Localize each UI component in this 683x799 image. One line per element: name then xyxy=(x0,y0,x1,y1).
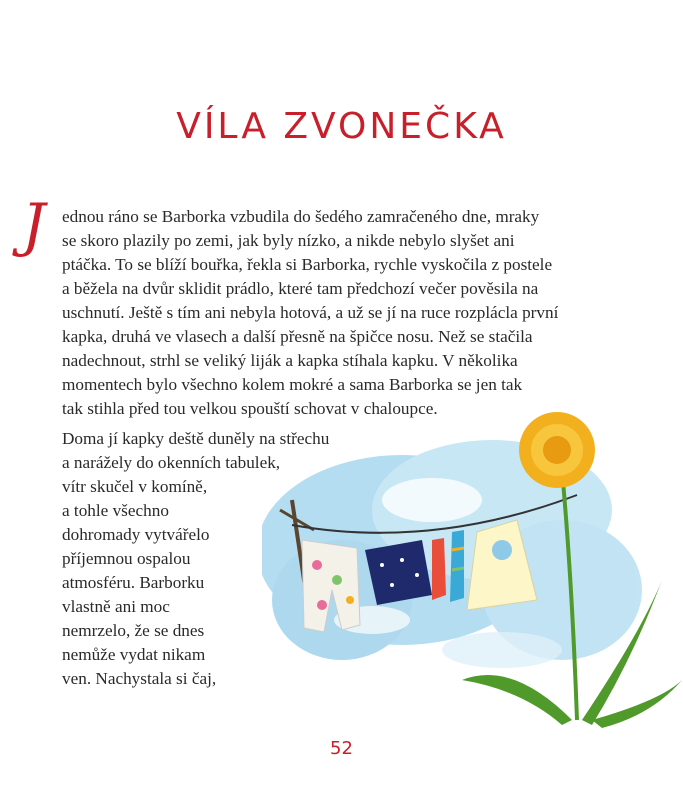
chapter-title: VÍLA ZVONEČKA xyxy=(176,106,507,148)
dandelion-icon xyxy=(519,412,595,488)
text-line: a běžela na dvůr sklidit prádlo, které tam předchozí večer pověsila na xyxy=(62,279,539,298)
drop-cap: J xyxy=(22,191,46,259)
text-line: uschnutí. Ještě s tím ani nebyla hotová, a už se jí na ruce rozplácla první xyxy=(62,303,559,322)
text-line: ednou ráno se Barborka vzbudila do šedého zamračeného dne, mraky xyxy=(62,207,540,226)
text-line: vítr skučel v komíně, xyxy=(62,477,208,496)
text-line: ven. Nachystala si čaj, xyxy=(62,669,217,688)
text-line: a tohle všechno xyxy=(62,501,169,520)
clothesline-illustration xyxy=(262,400,682,730)
text-line: kapka, druhá ve vlasech a další přesně na špičce nosu. Než se stačila xyxy=(62,327,533,346)
text-line: vlastně ani moc xyxy=(62,597,170,616)
page-number: 52 xyxy=(330,738,353,759)
text-line: tak stihla před tou velkou spouští schovat v chaloupce. xyxy=(62,399,438,418)
text-line: dohromady vytvářelo xyxy=(62,525,210,544)
text-line: Doma jí kapky deště duněly na střechu xyxy=(62,429,330,448)
text-line: momentech bylo všechno kolem mokré a sama Barborka se jen tak xyxy=(62,375,523,394)
text-line: a narážely do okenních tabulek, xyxy=(62,453,281,472)
text-line: se skoro plazily po zemi, jak byly nízko, a nikde nebylo slyšet ani xyxy=(62,231,515,250)
text-line: nemůže vydat nikam xyxy=(62,645,206,664)
text-line: atmosféru. Barborku xyxy=(62,573,205,592)
text-line: nadechnout, strhl se veliký liják a kapka stíhala kapku. V několika xyxy=(62,351,518,370)
dotted-shirt-icon xyxy=(365,540,432,605)
text-line: nemrzelo, že se dnes xyxy=(62,621,205,640)
text-line: ptáčka. To se blíží bouřka, řekla si Barborka, rychle vyskočila z postele xyxy=(62,255,553,274)
text-line: příjemnou ospalou xyxy=(62,549,191,568)
